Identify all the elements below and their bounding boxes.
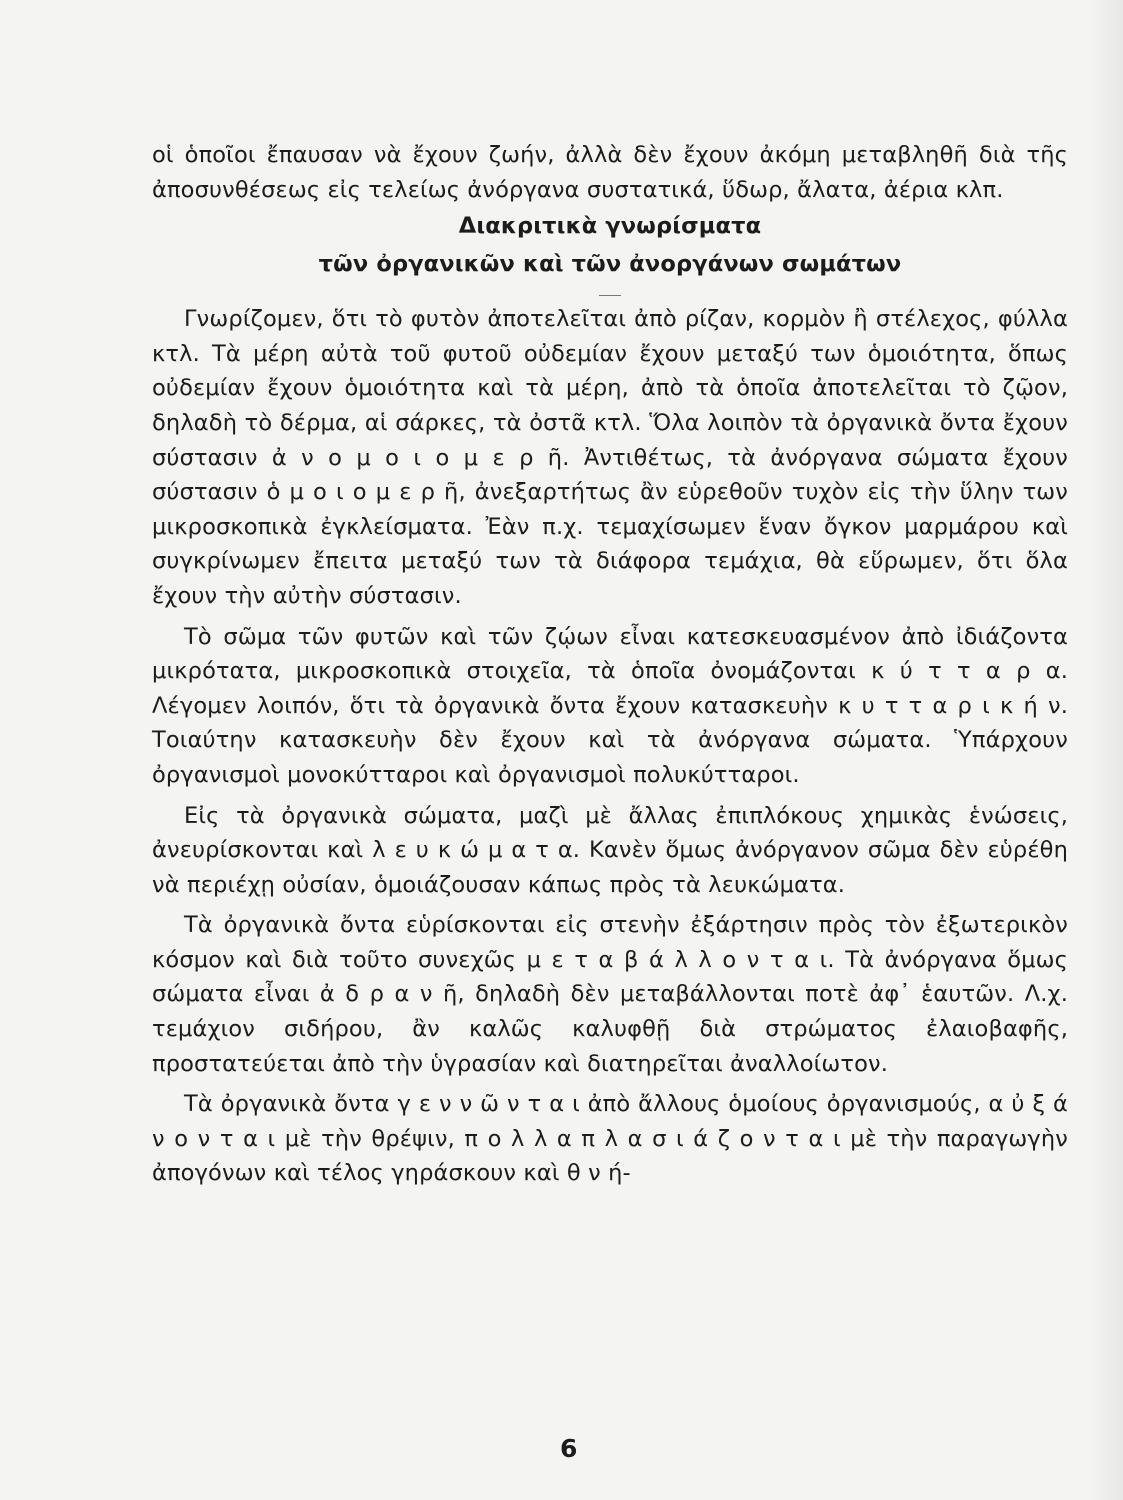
paragraph-5: Τὰ ὀργανικὰ ὄντα γ ε ν ν ῶ ν τ α ι ἀπὸ ἄλλους ὁμοίους ὀργανισμούς, α ὐ ξ ά ν ο ν τ α ι μὲ τὴν θρέψιν, π ο λ λ α π λ α σ ι ά ζ ο ν τ α ι μὲ τὴν παραγωγὴν ἀπογόνων καὶ τέλος γηράσκουν καὶ θ ν ή- bbox=[152, 1091, 1068, 1187]
paragraph-3: Εἰς τὰ ὀργανικὰ σώματα, μαζὶ μὲ ἄλλας ἐπιπλόκους χημικὰς ἑνώσεις, ἀνευρίσκονται καὶ λ ε υ κ ώ μ α τ α. Κανὲν ὅμως ἀνόργανον σῶμα δὲν εὑρέθη νὰ περιέχῃ οὐσίαν, ὁμοιάζουσαν κάπως πρὸς τὰ λευκώματα. bbox=[152, 802, 1068, 898]
opening-paragraph: οἱ ὁποῖοι ἔπαυσαν νὰ ἔχουν ζωήν, ἀλλὰ δὲν ἔχουν ἀκόμη μεταβληθῆ διὰ τῆς ἀποσυνθέσεως εἰς τελείως ἀνόργανα συστατικά, ὕδωρ, ἄλατα, ἀέρια κλπ. bbox=[152, 142, 1068, 203]
paragraph-1: Γνωρίζομεν, ὅτι τὸ φυτὸν ἀποτελεῖται ἀπὸ ρίζαν, κορμὸν ἢ στέλεχος, φύλλα κτλ. Τὰ μέρη αὐτὰ τοῦ φυτοῦ οὐδεμίαν ἔχουν μεταξύ των ὁμοιότητα, ὅπως οὐδεμίαν ἔχουν ὁμοιότητα καὶ τὰ μέρη, ἀπὸ τὰ ὁποῖα ἀποτελεῖται τὸ ζῷον, δηλαδὴ τὸ δέρμα, αἱ σάρκες, τὰ ὀστᾶ κτλ. Ὅλα λοιπὸν τὰ ὀργανικὰ ὄντα ἔχουν σύστασιν ἀ ν ο μ ο ι ο μ ε ρ ῆ. Ἀντιθέτως, τὰ ἀνόργανα σώματα ἔχουν σύστασιν ὁ μ ο ι ο μ ε ρ ῆ, ἀνεξαρτήτως ἂν εὑρεθοῦν τυχὸν εἰς τὴν ὕλην των μικροσκοπικὰ ἐγκλείσματα. Ἐὰν π.χ. τεμαχίσωμεν ἕναν ὄγκον μαρμάρου καὶ συγκρίνωμεν ἔπειτα μεταξύ των τὰ διάφορα τεμάχια, θὰ εὕρωμεν, ὅτι ὅλα ἔχουν τὴν αὐτὴν σύστασιν. bbox=[152, 306, 1068, 609]
page-number: 6 bbox=[560, 1434, 578, 1463]
paragraph-4: Τὰ ὀργανικὰ ὄντα εὑρίσκονται εἰς στενὴν ἐξάρτησιν πρὸς τὸν ἐξωτερικὸν κόσμον καὶ διὰ τοῦτο συνεχῶς μ ε τ α β ά λ λ ο ν τ α ι. Τὰ ἀνόργανα ὅμως σώματα εἶναι ἀ δ ρ α ν ῆ, δηλαδὴ δὲν μεταβάλλονται ποτὲ ἀφ᾿ ἑαυτῶν. Λ.χ. τεμάχιον σιδήρου, ἂν καλῶς καλυφθῇ διὰ στρώματος ἐλαιοβαφῆς, προστατεύεται ἀπὸ τὴν ὑγρασίαν καὶ διατηρεῖται ἀναλλοίωτον. bbox=[152, 912, 1068, 1077]
section-heading-line-2: τῶν ὀργανικῶν καὶ τῶν ἀνοργάνων σωμάτων bbox=[318, 251, 902, 278]
heading-divider bbox=[599, 295, 621, 296]
paragraph-2: Τὸ σῶμα τῶν φυτῶν καὶ τῶν ζῴων εἶναι κατεσκευασμένον ἀπὸ ἰδιάζοντα μικρότατα, μικροσκοπικὰ στοιχεῖα, τὰ ὁποῖα ὀνομάζονται κ ύ τ τ α ρ α. Λέγομεν λοιπόν, ὅτι τὰ ὀργανικὰ ὄντα ἔχουν κατασκευὴν κ υ τ τ α ρ ι κ ή ν. Τοιαύτην κατασκευὴν δὲν ἔχουν καὶ τὰ ἀνόργανα σώματα. Ὑπάρχουν ὀργανισμοὶ μονοκύτταροι καὶ ὀργανισμοὶ πολυκύτταροι. bbox=[152, 623, 1068, 788]
page-edge-shadow bbox=[1090, 0, 1123, 1500]
body-text bbox=[152, 138, 1068, 1191]
section-heading-line-1: Διακριτικὰ γνωρίσματα bbox=[458, 213, 762, 240]
